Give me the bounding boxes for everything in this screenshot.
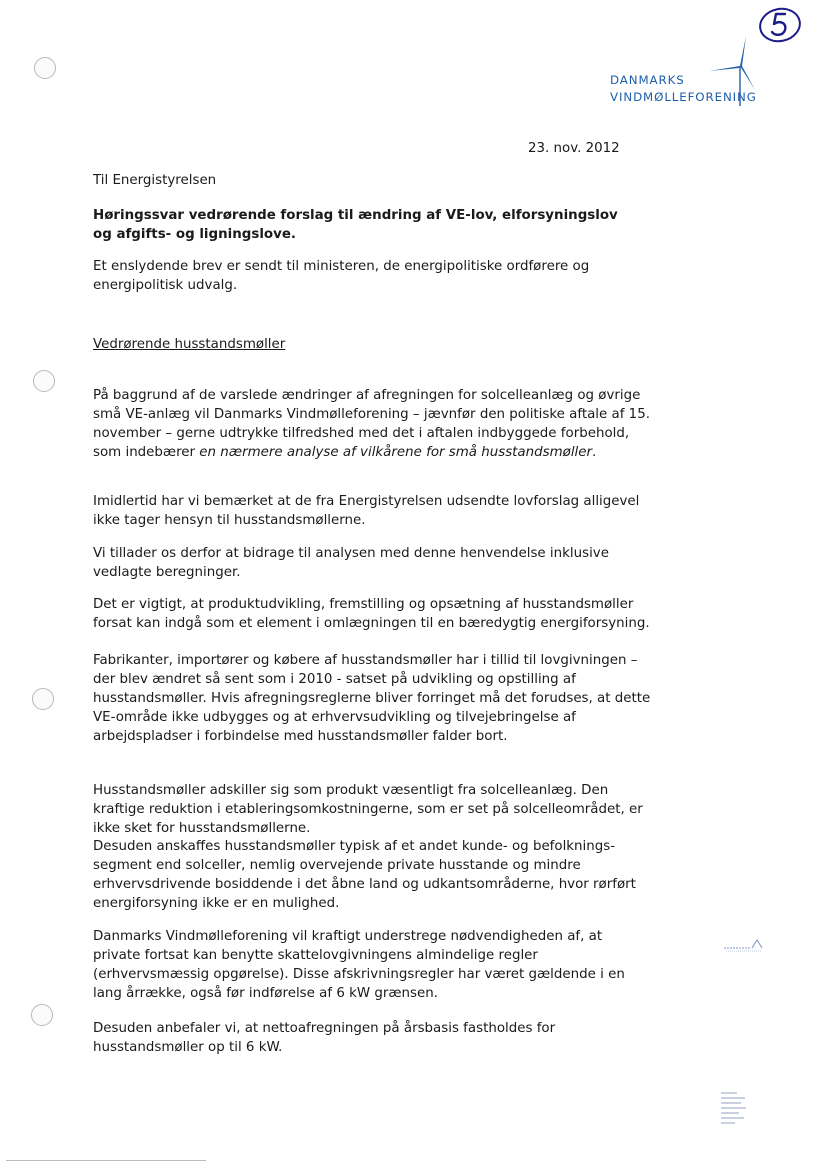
letter-date: 23. nov. 2012	[528, 141, 620, 156]
paragraph: Det er vigtigt, at produktudvikling, fremstilling og opsætning af husstandsmøller forsat kan indgå som et element i omlægningen til en bæredygtig energiforsyning.	[93, 597, 650, 631]
logo-line-2: VINDMØLLEFORENING	[610, 90, 757, 104]
paragraph: Fabrikanter, importører og købere af husstandsmøller har i tillid til lovgivningen – der blev ændret så sent som i 2010 - satset på udvikling og opstilling af husstandsmøller. Hvis afregningsreglerne bliver forringet må det forudses, at dette VE-område ikke udbygges og at erhvervsudvikling og tilvejebringelse af arbejdspladser i forbindelse med husstandsmøller falder bort.	[93, 653, 651, 744]
recipient: Til Energistyrelsen	[93, 173, 217, 188]
punch-hole	[34, 57, 56, 79]
paragraph-end: .	[592, 444, 597, 460]
organization-logo	[608, 30, 768, 106]
punch-hole	[31, 1004, 53, 1026]
scan-stamp-mark	[722, 937, 766, 953]
paragraph: Desuden anskaffes husstandsmøller typisk af et andet kunde- og befolknings-segment end solceller, nemlig overvejende private husstande og mindre erhvervsdrivende bosiddende i det åbne land og udkantsområderne, hvor rørført energiforsyning ikke er en mulighed.	[93, 839, 636, 911]
logo-line-1: DANMARKS	[610, 73, 685, 87]
punch-hole	[33, 370, 55, 392]
paragraph: Imidlertid har vi bemærket at de fra Energistyrelsen udsendte lovforslag alligevel ikke tager hensyn til husstandsmøllerne.	[93, 494, 640, 528]
intro-paragraph: Et enslydende brev er sendt til ministeren, de energipolitiske ordførere og energipolitisk udvalg.	[93, 259, 590, 293]
paragraph-text: På baggrund af de varslede ændringer af afregningen for solcelleanlæg og øvrige små VE-anlæg vil Danmarks Vindmølleforening – jævnfør den politiske aftale af 15. november – gerne udtrykke tilfredshed med det i aftalen indbyggede forbehold, som indebærer	[93, 388, 650, 460]
paragraph: Desuden anbefaler vi, at nettoafregningen på årsbasis fastholdes for husstandsmøller op til 6 kW.	[93, 1021, 556, 1055]
paragraph	[93, 387, 653, 463]
emphasis-text: en nærmere analyse af vilkårene for små husstandsmøller	[199, 444, 593, 460]
punch-hole	[32, 688, 54, 710]
paragraph: Vi tillader os derfor at bidrage til analysen med denne henvendelse inklusive vedlagte beregninger.	[93, 546, 609, 580]
scan-edge-line	[6, 1160, 206, 1161]
section-heading: Vedrørende husstandsmøller	[93, 337, 286, 352]
paragraph: Husstandsmøller adskiller sig som produkt væsentligt fra solcelleanlæg. Den kraftige reduktion i etableringsomkostningerne, som er set på solcelleområdet, er ikke sket for husstandsmøllerne.	[93, 783, 643, 836]
subject-heading: Høringssvar vedrørende forslag til ændring af VE-lov, elforsyningslov og afgifts- og ligningslove.	[93, 208, 618, 242]
paragraph: Danmarks Vindmølleforening vil kraftigt understrege nødvendigheden af, at private fortsat kan benytte skattelovgivningens almindelige regler (erhvervsmæssig opgørelse). Disse afskrivningsregler har været gældende i en lang årrække, også før indførelse af 6 kW grænsen.	[93, 929, 625, 1001]
scan-stamp-block	[719, 1090, 749, 1126]
